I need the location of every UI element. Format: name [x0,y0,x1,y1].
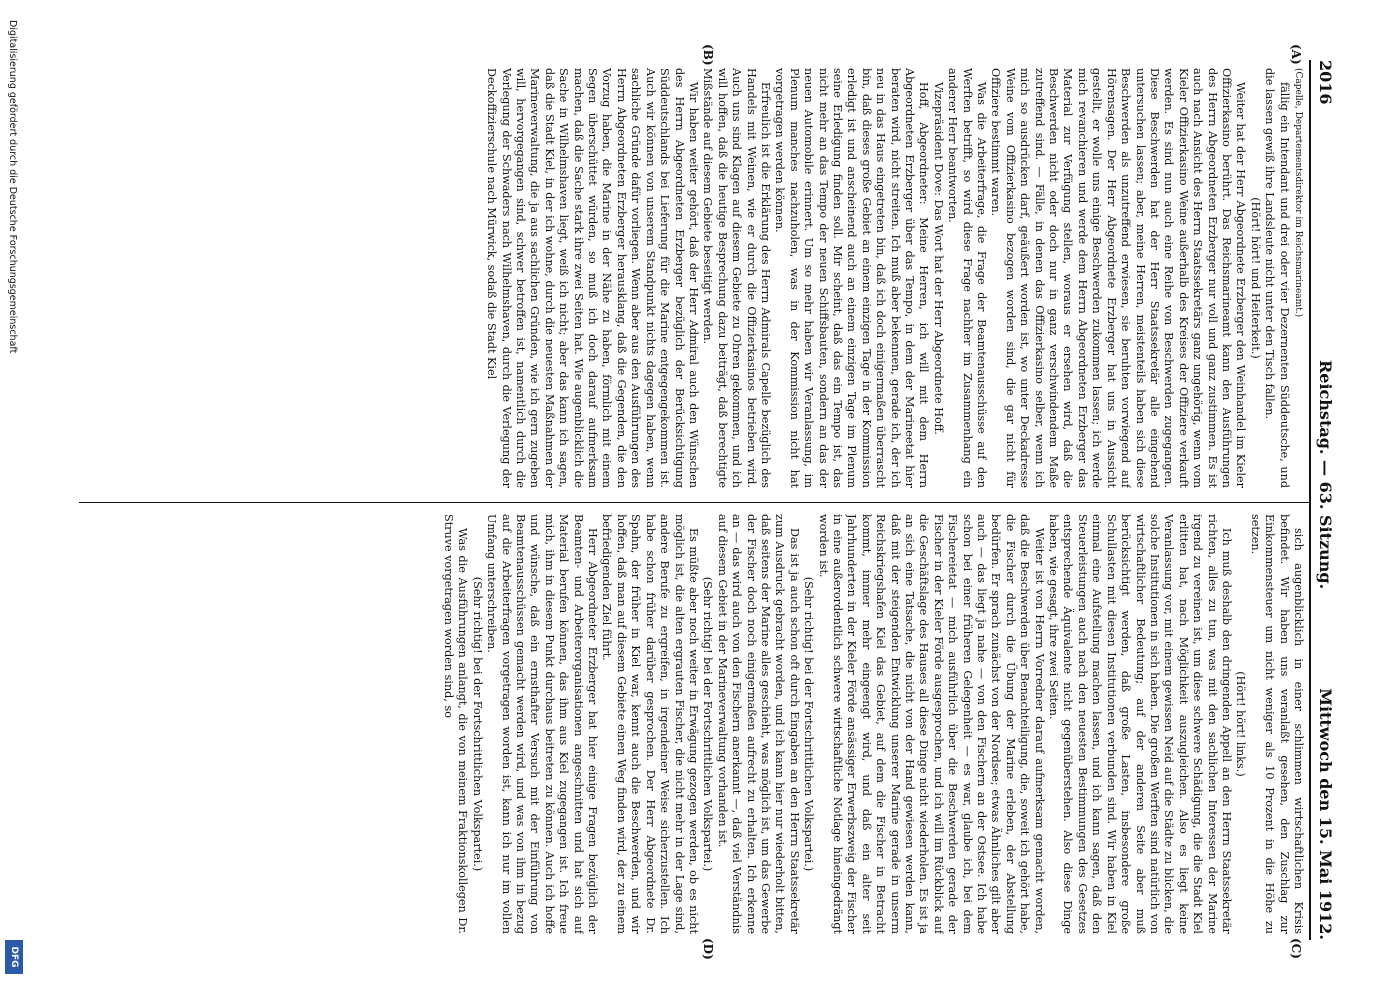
session-date: Mittwoch den 15. Mai 1912. [1316,688,1335,940]
paragraph: Was die Arbeiterfrage, die Frage der Beamtenausschüsse auf den Werften betrifft, so wird diese Frage nachher im Zusammenhang ein anderer Herr beantworten. [946,68,989,488]
session-title: Reichstag. — 63. Sitzung. [1316,360,1335,590]
margin-mark-c: (C) [1289,938,1303,959]
paragraph: Erfreulich ist die Erklärung des Herrn Admirals Capelle bezüglich des Handels mit Weinen, wie er durch die Offizierkasinos betrieben wird. Auch uns sind Klagen auf diesem Gebiete zu Ohren gekommen, und ich will hoffen, daß die heutige Besprechung dazu beiträgt, daß berechtigte Mißstände auf diesem Gebiete beseitigt werden. [701,68,772,488]
interjection: (Hört! hört! und Heiterkeit.) [1248,197,1262,359]
running-header [1313,60,1335,940]
left-text-column [75,68,1305,488]
paragraph: sich augenblicklich in einer schlimmen wirtschaftlichen Krisis befindet. Wir haben uns veranlaßt gesehen, den Zuschlag zur Einkommensteuer um nicht weniger als 10 Prozent in die Höhe zu setzen. [1248,514,1305,934]
paragraph: Was die Ausführungen anlangt, die von meinem Fraktionskollegen Dr. Struve vorgetragen worden sind, so [442,514,470,934]
paragraph: Es müßte aber noch weiter in Erwägung gezogen werden, ob es nicht möglich ist, die alten ergrauten Fischer, die nicht mehr in der Lage sind, andere Berufe zu ergreifen, in irgendeiner Weise sicherzustellen. Ich habe schon früher darüber gesprochen. Der Herr Abgeordnete Dr. Spahn, der früher in Kiel war, kennt auch die Beschwerden, und wir hoffen, daß man auf diesem Gebiete einen Weg finden wird, der zu einem befriedigenden Ziel führt. [600,514,700,934]
dfg-logo: DFG [5,940,23,974]
paragraph: Weiter hat der Herr Abgeordnete Erzberger den Weinhandel im Kieler Offizierkasino berührt. Das Reichsmarineamt kann den Ausführungen des Herrn Abgeordneten Erzberger nur voll und ganz zustimmen. Es ist auch nach Ansicht des Herrn Staatssekretärs ganz ungehörig, wenn vom Kieler Offizierkasino Weine außerhalb des Kreises der Offiziere verkauft werden. Es sind nun auch eine Reihe von Beschwerden zugegangen. Diese Beschwerden hat der Herr Staatssekretär alle eingehend untersuchen lassen; aber, meine Herren, meistenteils haben sich diese Beschwerden als unzutreffend erwiesen, sie beruhten vorwiegend auf Hörensagen. Der Herr Abgeordnete Erzberger hat uns in Aussicht gestellt, er wolle uns einige Beschwerden zukommen lassen; ich werde mich revanchieren und werde dem Herrn Abgeordneten Erzberger das Material zur Verfügung stellen, woraus er ersehen wird, daß die Beschwerden nicht oder doch nur in ganz verschwindendem Maße zutreffend sind. — Fälle, in denen das Offizierkasino selber, wenn ich mich so ausdrücken darf, geäußert worden ist, wo unter Deckadresse Weine vom Offizierkasino bezogen worden sind, die gar nicht für Offiziere bestimmt waren. [989,68,1248,488]
column-divider [79,502,1309,503]
margin-mark-d: (D) [701,938,715,960]
paragraph: Weiter ist von Herrn Vorredner darauf aufmerksam gemacht worden, daß die Beschwerden über Benachteiligung, die, soweit ich gehört habe, die Fischer durch die Übung der Marine erleben, der Abstellung bedürfen. Er sprach zunächst von der Nordsee; etwas Ähnliches gilt aber auch — das liegt ja nahe — von den Fischern an der Ostsee. Ich habe schon bei einer früheren Gelegenheit — es war, glaube ich, bei dem Fischereietat — mich ausführlich über die Beschwerden gerade der Fischer in der Kieler Förde ausgesprochen, und ich will im Rückblick auf die Geschäftslage des Hauses all diese Dinge nicht wiederholen. Es ist ja an sich eine Tatsache, die nicht von der Hand gewiesen werden kann, daß mit der steigenden Entwicklung unserer Marine gerade in unserm Reichskriegshafen Kiel das Gebiet, auf dem die Fischer in Betracht kommt, immer mehr eingeengt wird, und daß ein alter seit Jahrhunderten in der Kieler Förde ansässiger Erwerbszweig der Fischer in eine außerordentlich schwere wirtschaftliche Notlage hineingedrängt worden ist. [816,514,1046,934]
header-rule [1309,60,1311,940]
interjection: (Hört! hört! links.) [1234,671,1248,777]
interjection: (Sehr richtig! bei der Fortschrittlichen Volkspartei.) [802,576,816,872]
right-text-column [75,514,1305,934]
margin-mark-a: (A) [1289,44,1303,65]
paragraph: (Capelle, Departementsdirektor im Reichsmarineamt.) [1293,68,1303,318]
paragraph: Vizepräsident Dove: Das Wort hat der Herr Abgeordnete Hoff. [931,82,945,435]
paragraph: Herr Abgeordneter Erzberger hat hier einige Fragen bezüglich der Beamten- und Arbeiterorganisationen angeschnitten und hat sich auf Material berufen können, das ihm aus Kiel zugegangen ist. Ich freue mich, ihm in diesem Punkt durchaus beitreten zu können. Auch ich hoffe und wünsche, daß ein ernsthafter Versuch mit der Einführung von Beamtenausschüssen gemacht werden wird, und was von ihm in bezug auf die Arbeiterfragen vorgetragen worden ist, kann ich nur im vollen Umfang unterschreiben. [485,514,600,934]
margin-mark-b: (B) [701,44,715,66]
page-number: 2016 [1316,60,1335,105]
interjection: (Sehr richtig! bei der Fortschrittlichen Volkspartei.) [470,576,484,872]
digitization-credit: Digitalisierung gefördert durch die Deutsche Forschungsgemeinschaft [7,20,18,354]
paragraph: Hoff, Abgeordneter: Meine Herren, ich will mit dem Herrn Abgeordneten Erzberger über das Tempo, in dem der Marineetat hier beraten wird, nicht streiten. Ich muß aber bekennen, gerade ich, der ich neu in das Haus eingetreten bin, daß ich doch einigermaßen überrascht bin, daß dieses große Gebiet an einem einzigen Tage in der Kommission erledigt ist und anscheinend auch an einem einzigen Tage im Plenum seine Erledigung finden soll. Mir scheint, daß das ein Tempo ist, das nicht mehr an das Tempo der neuen Schiffsbauten, sondern an das der neuen Automobile erinnert. Um so mehr haben wir Veranlassung, im Plenum manches nachzuholen, was in der Kommission nicht hat vorgetragen werden können. [773,68,931,488]
paragraph: fällig ein Intendant und drei oder vier Dezernenten Süddeutsche, und die lassen gewiß ihre Landsleute nicht unter den Tisch fallen. [1263,68,1291,488]
interjection: (Sehr richtig! bei der Fortschrittlichen Volkspartei.) [701,576,715,872]
paragraph: Ich muß deshalb den dringenden Appell an den Herrn Staatssekretär richten, alles zu tun, was mit den sachlichen Interessen der Marine irgend zu vereinen ist, um diese schwere Schädigung, die die Stadt Kiel erlitten hat, nach Möglichkeit auszugleichen. Also es liegt keine Veranlassung vor, mit einem gewissen Neid auf die Städte zu blicken, die solche Institutionen in sich haben. Die großen Werften sind natürlich von wirtschaftlicher Bedeutung; auf der anderen Seite aber muß berücksichtigt werden, daß große Lasten, insbesondere große Schullasten mit diesen Institutionen verbunden sind. Wir haben in Kiel einmal eine Aufstellung machen lassen, und ich kann sagen, daß den Steuerleistungen auch nach den neuesten Bestimmungen des Gesetzes entsprechende Äquivalente nicht gegenüberstehen. Also diese Dinge haben, wie gesagt, ihre zwei Seiten. [1047,514,1233,934]
paragraph: Das ist ja auch schon oft durch Eingaben an den Herrn Staatssekretär zum Ausdruck gebracht worden, und ich kann hier nur wiederholt bitten, daß seitens der Marine alles geschieht, was möglich ist, um das Gewerbe der Fischer doch noch einigermaßen aufrecht zu erhalten. Ich erkenne an — das wird auch von den Fischern anerkannt —, daß viel Verständnis auf diesem Gebiet in der Marineverwaltung vorhanden ist. [715,514,801,934]
paragraph: Wir haben weiter gehört, daß der Herr Admiral auch den Wünschen des Herrn Abgeordneten Erzberger bezüglich der Berücksichtigung Süddeutschlands bei Lieferung für die Marine entgegengekommen ist. Auch wir können von unserem Standpunkt nichts dagegen haben, wenn sachliche Gründe dafür vorliegen. Wenn aber aus den Ausführungen des Herrn Abgeordneten Erzberger herausklang, daß die Gegenden, die den Vorzug haben, die Marine in der Nähe zu haben, förmlich mit einem Segen überschüttet würden, so muß ich doch darauf aufmerksam machen, daß die Sache stark ihre zwei Seiten hat. Wie augenblicklich die Sache in Wilhelmshaven liegt, weiß ich nicht; aber das kann ich sagen, daß die Stadt Kiel, in der ich wohne, durch die neuesten Maßnahmen der Marineverwaltung, die ja aus sachlichen Gründen, wie ich gern zugeben will, hervorgegangen sind, schwer betroffen ist, namentlich durch die Verlegung der Schwaders nach Wilhelmshaven, durch die Verlegung der Deckoffizierschule nach Mürwick, sodaß die Stadt Kiel [485,68,700,488]
